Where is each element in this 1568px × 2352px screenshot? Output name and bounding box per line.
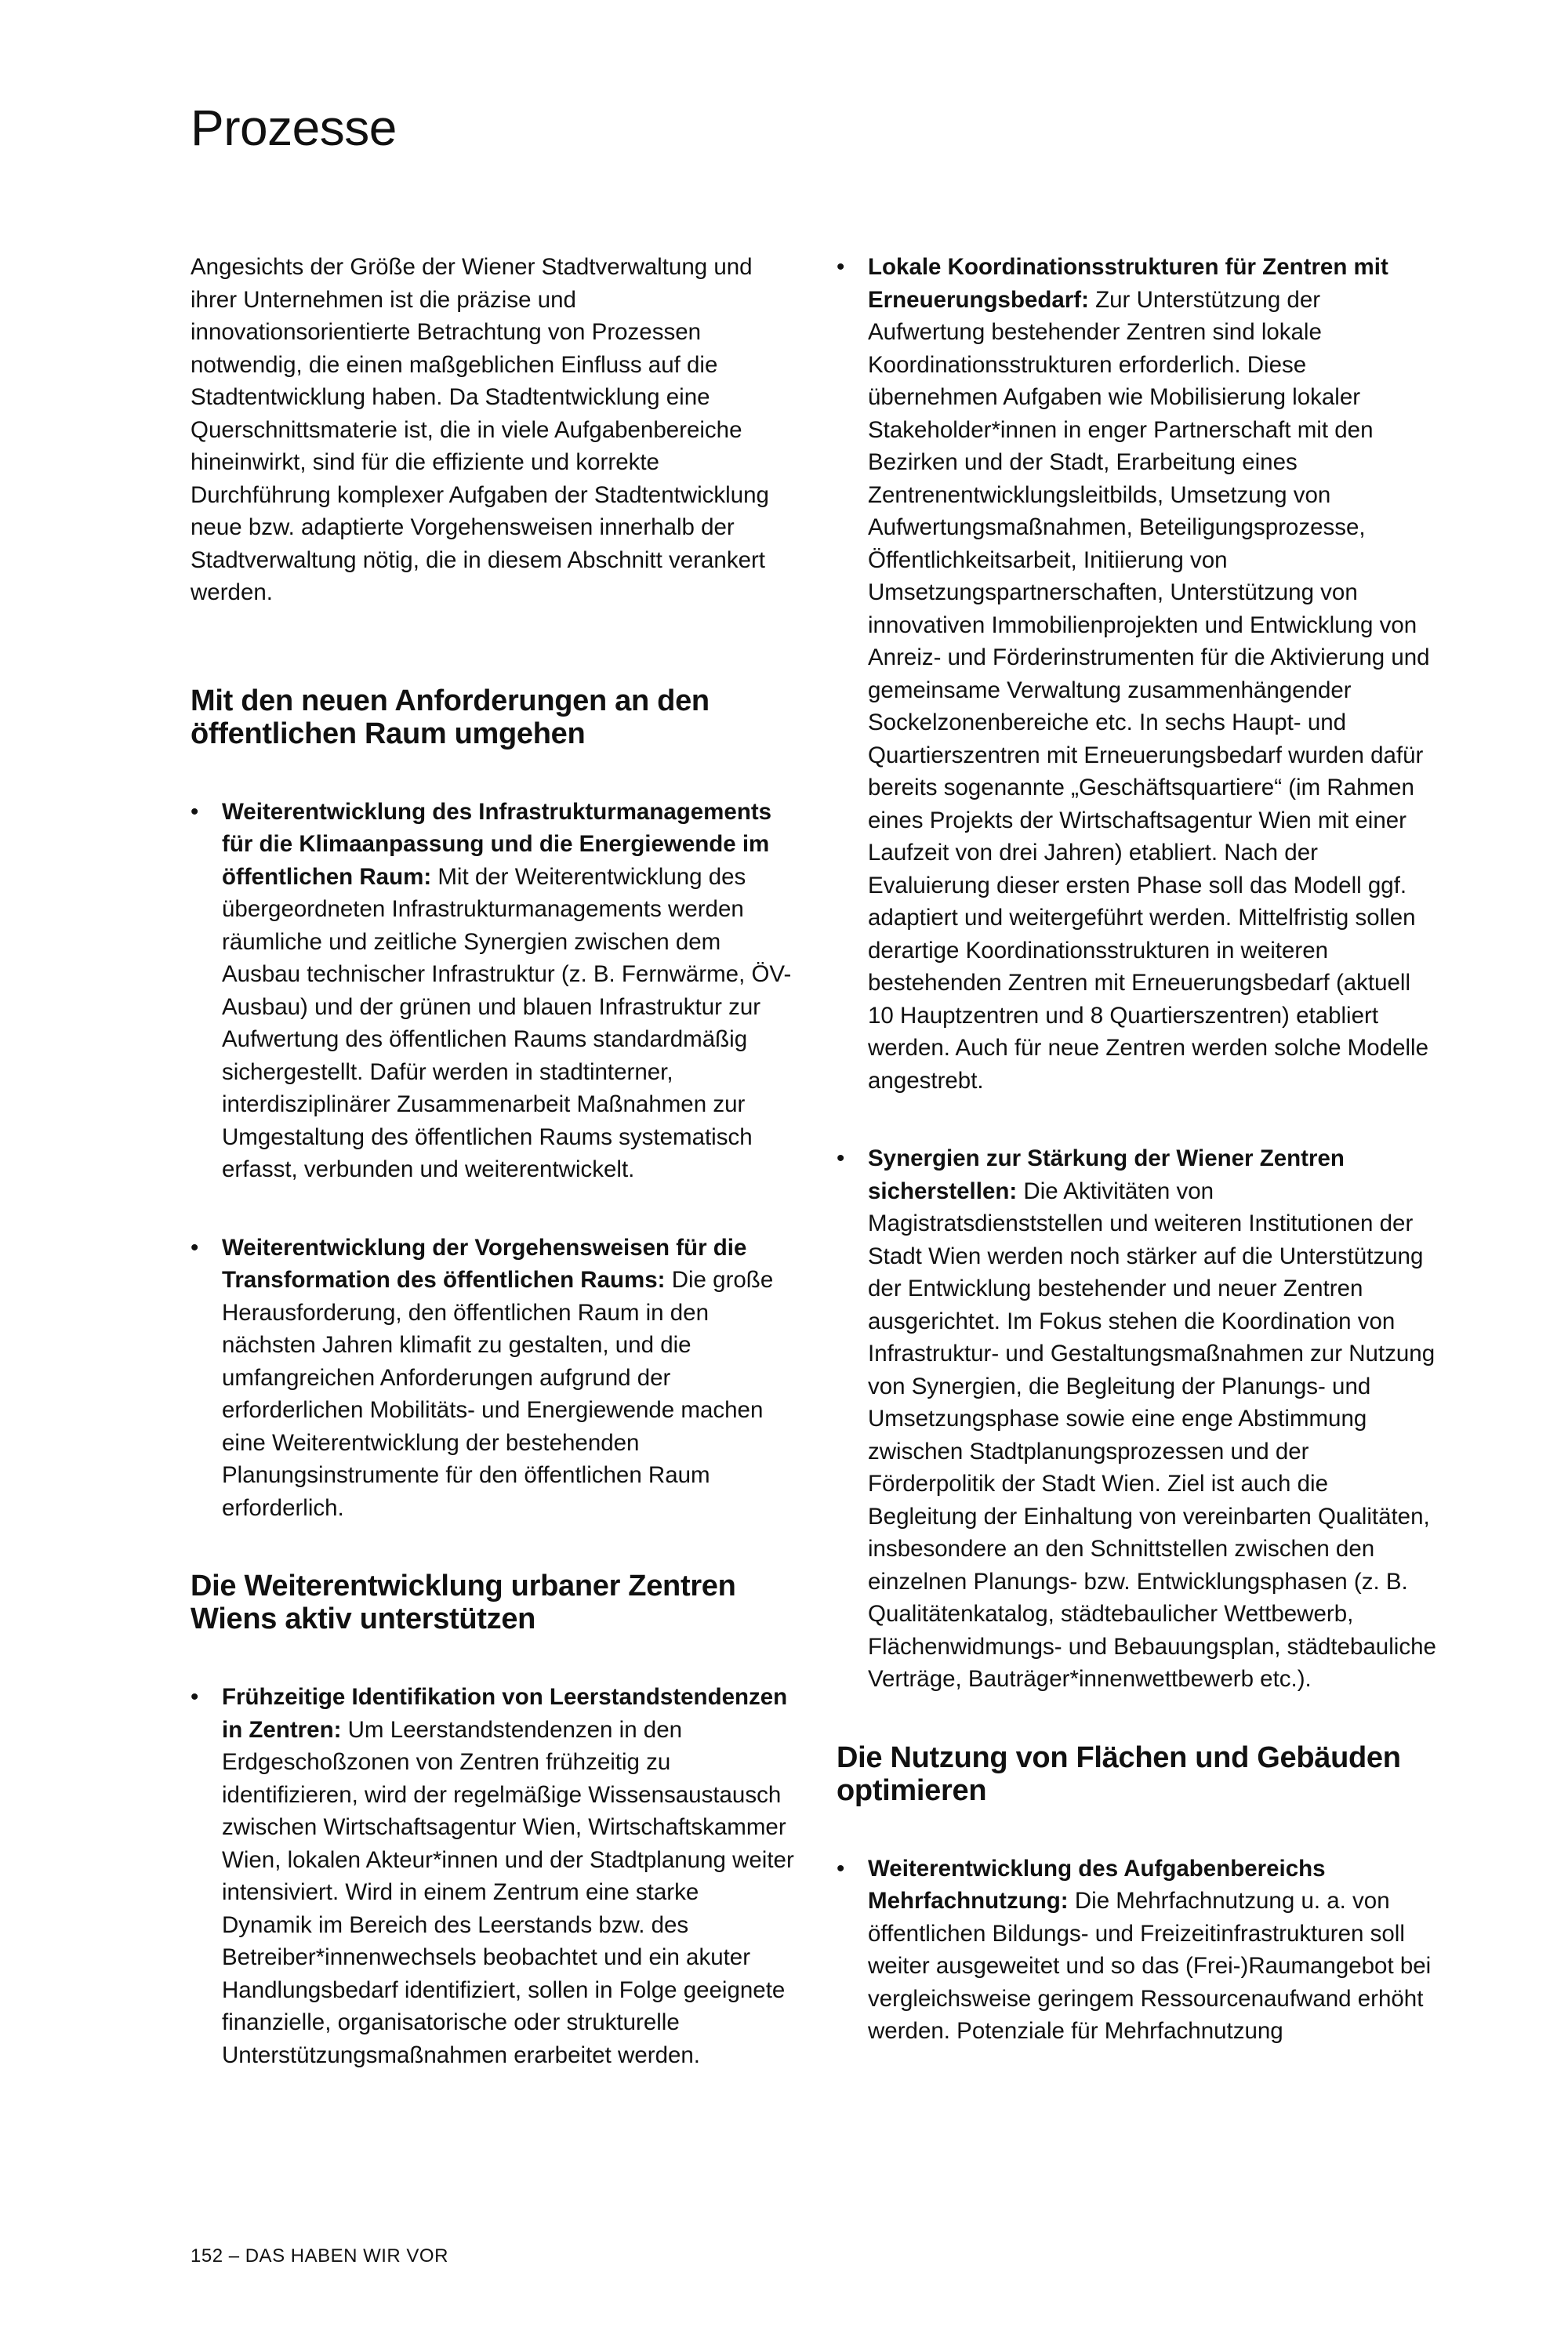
bullet-list-public-space (191, 796, 794, 1525)
list-item (191, 1232, 794, 1525)
bullet-list-land-use (837, 1853, 1440, 2048)
list-item-lead: Lokale Koordinationsstrukturen für Zentren mit Erneuerungsbedarf: (868, 254, 1388, 313)
list-item-text: Die große Herausforderung, den öffentlichen Raum in den nächsten Jahren klimafit zu gestalten, und die umfangreichen Anforderungen aufgrund der erforderlichen Mobilitäts- und Energiewende machen eine Weiterentwicklung der bestehenden Planungsinstrumente für den öffentlichen Raum erforderlich. (222, 1267, 774, 1521)
page-footer: 152 – DAS HABEN WIR VOR (191, 2245, 448, 2267)
list-item (837, 1853, 1440, 2048)
list-item-lead: Weiterentwicklung des Aufgabenbereichs Mehrfachnutzung: (868, 1855, 1326, 1914)
page-title: Prozesse (191, 100, 397, 156)
section-heading-land-use: Die Nutzung von Flächen und Gebäuden optimieren (837, 1740, 1401, 1807)
list-item (191, 796, 794, 1186)
bullet-list-centers-continued (837, 251, 1440, 1696)
right-column (837, 251, 1440, 2093)
list-item-text: Mit der Weiterentwicklung des übergeordneten Infrastrukturmanagements werden räumliche und zeitliche Synergien zwischen dem Ausbau technischer Infrastruktur (z. B. Fernwärme, ÖV-Ausbau) und der grünen und blauen Infrastruktur zur Aufwertung des öffentlichen Raums standardmäßig sichergestellt. Dafür werden in stadtinterner, interdisziplinärer Zusammenarbeit Maßnahmen zur Umgestaltung des öffentlichen Raums systematisch erfasst, verbunden und weiterentwickelt. (222, 863, 792, 1182)
intro-paragraph: Angesichts der Größe der Wiener Stadtverwaltung und ihrer Unternehmen ist die präzise und innovationsorientierte Betrachtung von Prozessen notwendig, die einen maßgeblichen Einfluss auf die Stadtentwicklung haben. Da Stadtentwicklung eine Querschnittsmaterie ist, die in viele Aufgabenbereiche hineinwirkt, sind für die effiziente und korrekte Durchführung komplexer Aufgaben der Stadtentwicklung neue bzw. adaptierte Vorgehensweisen innerhalb der Stadtverwaltung nötig, die in diesem Abschnitt verankert werden. (191, 254, 769, 605)
section-heading-urban-centers: Die Weiterentwicklung urbaner Zentren Wiens aktiv unterstützen (191, 1570, 736, 1635)
list-item-text: Die Aktivitäten von Magistratsdienststellen und weiteren Institutionen der Stadt Wien werden noch stärker auf die Unterstützung der Entwicklung bestehender und neuer Zentren ausgerichtet. Im Fokus stehen die Koordination von Infrastruktur- und Gestaltungsmaßnahmen zur Nutzung von Synergien, die Begleitung der Planungs- und Umsetzungsphase sowie eine enge Abstimmung zwischen Stadtplanungsprozessen und der Förderpolitik der Stadt Wien. Ziel ist auch die Begleitung der Einhaltung von vereinbarten Qualitäten, insbesondere an den Schnittstellen zwischen den einzelnen Planungs- bzw. Entwicklungsphasen (z. B. Qualitätenkatalog, städtebaulicher Wettbewerb, Flächenwidmungs- und Bebauungsplan, städtebauliche Verträge, Bauträger*innenwettbewerb etc.). (868, 1178, 1436, 1692)
list-item-lead: Weiterentwicklung der Vorgehensweisen für die Transformation des öffentlichen Raums: (222, 1234, 747, 1293)
list-item-text: Um Leerstandstendenzen in den Erdgeschoßzonen von Zentren frühzeitig zu identifizieren, wird der regelmäßige Wissensaustausch zwischen Wirtschaftsagentur Wien, Wirtschaftskammer Wien, lokalen Akteur*innen und der Stadtplanung weiter intensiviert. Wird in einem Zentrum eine starke Dynamik im Bereich des Leerstands bzw. des Betreiber*innenwechsels beobachtet und ein akuter Handlungsbedarf identifiziert, sollen in Folge geeignete finanzielle, organisatorische oder strukturelle Unterstützungsmaßnahmen erarbeitet werden. (222, 1716, 794, 2068)
bullet-list-urban-centers (191, 1681, 794, 2071)
list-item-lead: Frühzeitige Identifikation von Leerstandstendenzen in Zentren: (222, 1684, 788, 1743)
list-item-text: Die Mehrfachnutzung u. a. von öffentlichen Bildungs- und Freizeitinfrastrukturen soll weiter ausgeweitet und so das (Frei-)Raumangebot bei vergleichsweise geringem Ressourcenaufwand erhöht werden. Potenziale für Mehrfachnutzung (868, 1888, 1432, 2044)
section-heading-public-space: Mit den neuen Anforderungen an den öffentlichen Raum umgehen (191, 684, 710, 750)
list-item (837, 1142, 1440, 1696)
left-column (191, 251, 794, 2117)
list-item (837, 251, 1440, 1097)
list-item-lead: Weiterentwicklung des Infrastrukturmanagements für die Klimaanpassung und die Energiewende im öffentlichen Raum: (222, 798, 772, 890)
list-item-text: Zur Unterstützung der Aufwertung bestehender Zentren sind lokale Koordinationsstrukturen erforderlich. Diese übernehmen Aufgaben wie Mobilisierung lokaler Stakeholder*innen in enger Partnerschaft mit den Bezirken und der Stadt, Erarbeitung eines Zentrenentwicklungsleitbilds, Umsetzung von Aufwertungsmaßnahmen, Beteiligungsprozesse, Öffentlichkeitsarbeit, Initiierung von Umsetzungspartnerschaften, Unterstützung von innovativen Immobilienprojekten und Entwicklung von Anreiz- und Förderinstrumenten für die Aktivierung und gemeinsame Verwaltung zusammenhängender Sockelzonenbereiche etc. In sechs Haupt- und Quartierszentren mit Erneuerungsbedarf wurden dafür bereits sogenannte „Geschäftsquartiere“ (im Rahmen eines Projekts der Wirtschaftsagentur Wien mit einer Laufzeit von drei Jahren) etabliert. Nach der Evaluierung dieser ersten Phase soll das Modell ggf. adaptiert und weitergeführt werden. Mittelfristig sollen derartige Koordinationsstrukturen in weiteren bestehenden Zentren mit Erneuerungsbedarf (aktuell 10 Hauptzentren und 8 Quartierszentren) etabliert werden. Auch für neue Zentren werden solche Modelle angestrebt. (868, 286, 1430, 1094)
list-item (191, 1681, 794, 2071)
list-item-lead: Synergien zur Stärkung der Wiener Zentren sicherstellen: (868, 1145, 1345, 1204)
